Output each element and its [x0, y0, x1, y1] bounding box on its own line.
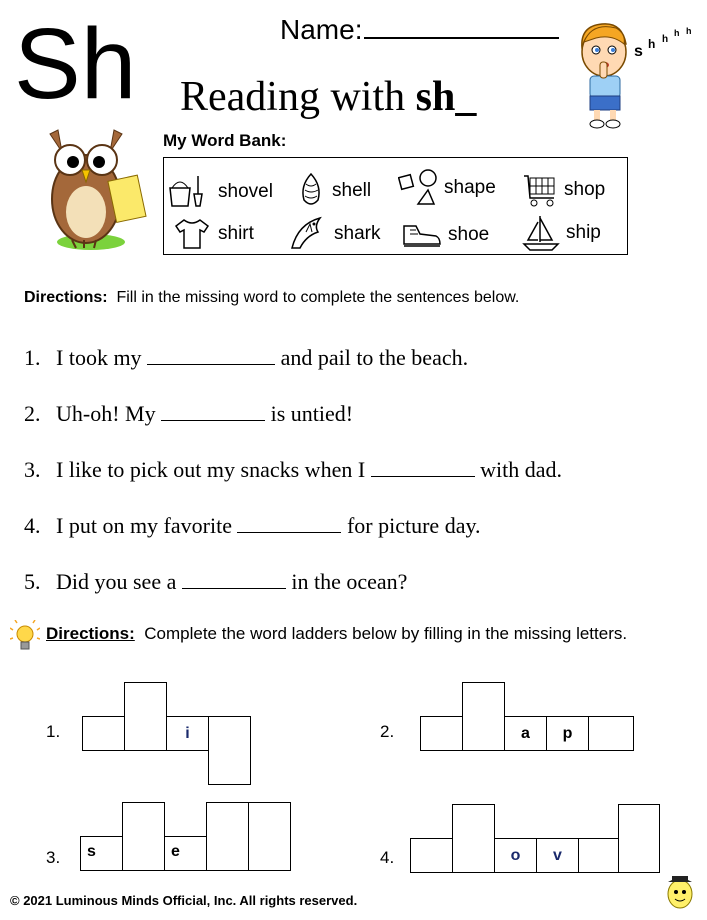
ladder-box[interactable] — [420, 716, 463, 751]
ladder-box[interactable] — [122, 802, 165, 871]
boy-illustration — [572, 18, 702, 130]
answer-blank[interactable] — [237, 514, 341, 533]
ladder-box[interactable] — [588, 716, 634, 751]
ladder-2-number: 2. — [380, 722, 395, 741]
word-bank-item: shoe — [402, 220, 489, 250]
word-bank-label: My Word Bank: — [163, 131, 287, 150]
owl-illustration — [36, 124, 161, 254]
big-letters: Sh — [14, 8, 137, 120]
word-bank-item: shop — [522, 172, 605, 208]
word-bank-item: shark — [288, 214, 380, 254]
word-bank-item: shirt — [172, 218, 254, 250]
answer-blank[interactable] — [371, 458, 475, 477]
shell-icon — [296, 172, 326, 210]
ladder-box[interactable] — [208, 716, 251, 785]
mascot-logo — [660, 872, 700, 917]
word-bank-item: ship — [522, 214, 601, 252]
sentence-4: 4. I put on my favorite for picture day. — [24, 513, 481, 538]
sentence-5: 5. Did you see a in the ocean? — [24, 569, 408, 594]
ladder-box[interactable] — [462, 682, 505, 751]
ladder-box[interactable] — [578, 838, 619, 873]
ladder-box[interactable] — [248, 802, 291, 871]
ladder-box[interactable] — [410, 838, 453, 873]
answer-blank[interactable] — [182, 570, 286, 589]
ladder-4-number: 4. — [380, 848, 395, 867]
directions-1: Directions: Fill in the missing word to complete the sentences below. — [24, 289, 520, 306]
ladder-box[interactable] — [206, 802, 249, 871]
ladder-box[interactable]: o — [494, 838, 537, 873]
word-bank-item: shell — [296, 172, 371, 210]
copyright: © 2021 Luminous Minds Official, Inc. All rights reserved. — [10, 893, 358, 908]
ladder-box[interactable]: p — [546, 716, 589, 751]
page-title: Reading with sh_ — [180, 74, 477, 120]
ladder-box[interactable]: e — [164, 836, 207, 871]
ladder-box[interactable]: i — [166, 716, 209, 751]
ladder-box[interactable]: s — [80, 836, 123, 871]
ladder-1-number: 1. — [46, 722, 61, 741]
shoe-icon — [402, 220, 442, 250]
svg-text:h: h — [662, 34, 669, 45]
ladder-box[interactable] — [124, 682, 167, 751]
name-field — [280, 14, 559, 46]
ladder-box[interactable]: v — [536, 838, 579, 873]
sentence-3: 3. I like to pick out my snacks when I with dad. — [24, 457, 563, 482]
name-line[interactable] — [364, 15, 559, 39]
svg-text:h: h — [674, 28, 680, 38]
svg-text:h: h — [686, 26, 692, 36]
answer-blank[interactable] — [161, 402, 265, 421]
directions-2: Directions: Complete the word ladders below by filling in the missing letters. — [46, 624, 628, 643]
ship-icon — [522, 214, 560, 252]
word-bank-item: shovel — [168, 174, 273, 210]
svg-text:h: h — [648, 37, 656, 51]
ladder-box[interactable] — [452, 804, 495, 873]
lightbulb-icon — [10, 620, 40, 659]
sentence-2: 2. Uh-oh! My is untied! — [24, 401, 354, 426]
answer-blank[interactable] — [147, 346, 275, 365]
word-bank-item: shape — [398, 168, 496, 208]
shark-icon — [288, 214, 328, 254]
ladder-box[interactable] — [82, 716, 125, 751]
shovel-icon — [168, 174, 212, 210]
shopping-cart-icon — [522, 172, 558, 208]
ladder-box[interactable] — [618, 804, 660, 873]
shirt-icon — [172, 218, 212, 250]
name-label: Name: — [280, 14, 363, 45]
ladder-box[interactable]: a — [504, 716, 547, 751]
word-bank — [163, 157, 628, 255]
svg-text:s: s — [634, 43, 643, 60]
shape-icon — [398, 168, 438, 208]
ladder-3-number: 3. — [46, 848, 61, 867]
sentence-1: 1. I took my and pail to the beach. — [24, 345, 469, 370]
